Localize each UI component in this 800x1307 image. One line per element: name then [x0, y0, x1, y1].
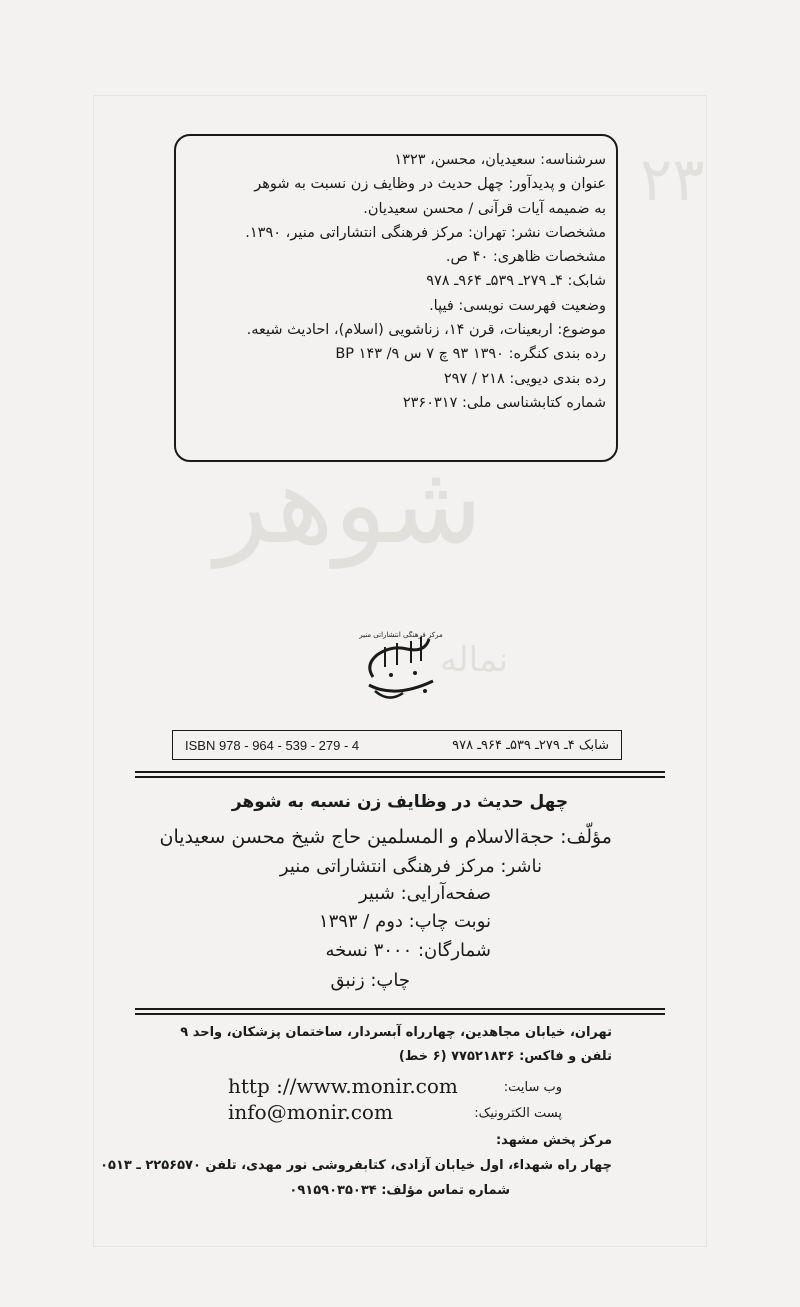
publisher-line: ناشر: مرکز فرهنگی انتشاراتی منیر [279, 856, 542, 877]
website-label: وب سایت: [503, 1080, 562, 1095]
bleed-through-mark: ﺷﻮهر [215, 440, 483, 568]
cip-catalog-box [174, 134, 618, 462]
mashhad-label: مرکز پخش مشهد: [495, 1133, 612, 1148]
top-double-rule [135, 771, 665, 778]
publisher-logo [355, 625, 447, 705]
cip-physical: مشخصات ظاهری: ۴۰ ص. [445, 249, 606, 266]
cip-isbn: شابک: ۴ـ ۲۷۹ـ ۵۳۹ـ ۹۶۴ـ ۹۷۸ [426, 273, 606, 290]
cip-national-number: شماره کتابشناسی ملی: ۲۳۶۰۳۱۷ [402, 394, 606, 411]
cip-title-cont: به ضمیمه آیات قرآنی / محسن سعیدیان. [363, 200, 606, 217]
publisher-logo-text: مرکز فرهنگی انتشاراتی منیر [359, 631, 443, 639]
bottom-double-rule [135, 1008, 665, 1015]
cip-dewey: رده بندی دیویی: ۲۱۸ / ۲۹۷ [443, 370, 606, 387]
email-link[interactable]: info@monir.com [228, 1100, 393, 1124]
isbn-box [172, 730, 622, 760]
cip-status: وضعیت فهرست نویسی: فیپا. [429, 297, 606, 314]
copies-line: شمارگان: ۳۰۰۰ نسخه [325, 940, 491, 961]
author-phone: شماره تماس مؤلف: ۰۹۱۵۹۰۳۵۰۳۴ [289, 1183, 510, 1198]
cip-publication: مشخصات نشر: تهران: مرکز فرهنگی انتشاراتی منیر، ۱۳۹۰. [245, 224, 606, 241]
isbn-persian: شابک ۴ـ ۲۷۹ـ ۵۳۹ـ ۹۶۴ـ ۹۷۸ [452, 737, 609, 753]
cip-heading: سرشناسه: سعیدیان، محسن، ۱۳۲۳ [394, 152, 606, 168]
bleed-through-mark: ﻧﻤﺎﻟﻪ [440, 640, 509, 680]
cip-subject: موضوع: اربعینات، قرن ۱۴، زناشویی (اسلام)، احادیث شیعه. [246, 322, 606, 339]
bleed-through-mark: ۲۳ [640, 145, 705, 215]
book-title: چهل حدیث در وظایف زن نسبه به شوهر [231, 792, 569, 812]
website-link[interactable]: http ://www.monir.com [228, 1074, 458, 1098]
isbn-latin: ISBN 978 - 964 - 539 - 279 - 4 [185, 737, 360, 753]
author-line: مؤلّف: حجةالاسلام و المسلمین حاج شیخ محسن سعیدیان [159, 826, 612, 848]
email-label: پست الکترونیک: [474, 1106, 562, 1121]
cip-title: عنوان و پدیدآور: چهل حدیث در وظایف زن نسبت به شوهر [254, 176, 606, 193]
phone-line: تلفن و فاکس: ۷۷۵۲۱۸۳۶ (۶ خط) [398, 1049, 612, 1064]
printer-line: چاپ: زنبق [330, 970, 410, 991]
address-line: تهران، خیابان مجاهدین، چهارراه آبسردار، ساختمان پزشکان، واحد ۹ [180, 1025, 612, 1040]
cip-lc-class: رده بندی کنگره: ۱۳۹۰ ۹۳ چ ۷ س ۹/ ۱۴۳ BP [335, 346, 606, 363]
mashhad-address: چهار راه شهداء، اول خیابان آزادی، کتابفروشی نور مهدی، تلفن ۲۲۵۶۵۷۰ ـ ۰۵۱۳ [100, 1158, 612, 1173]
edition-line: نوبت چاپ: دوم / ۱۳۹۳ [318, 911, 491, 932]
layout-line: صفحه‌آرایی: شبیر [358, 883, 491, 904]
